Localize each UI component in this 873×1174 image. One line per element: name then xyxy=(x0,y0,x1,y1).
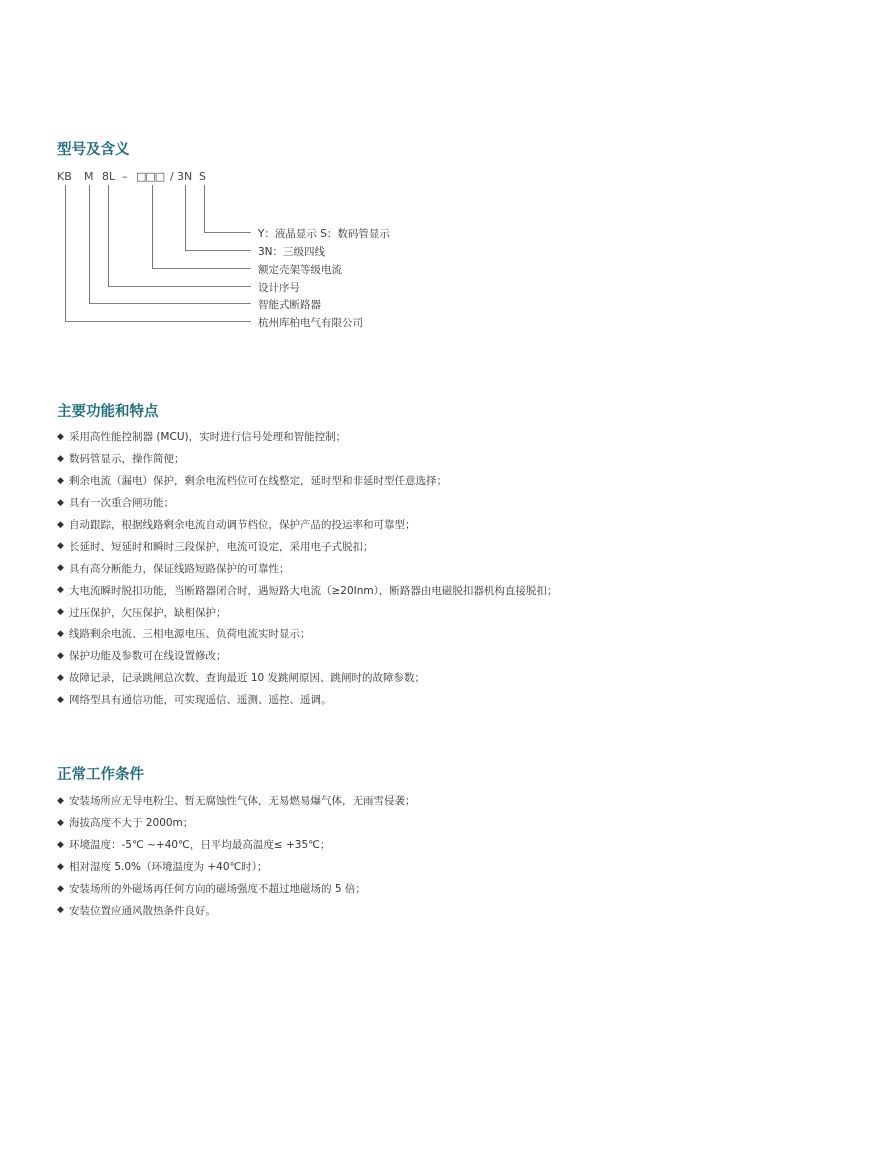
feature-list xyxy=(57,426,557,711)
diamond-bullet-icon: ◆ xyxy=(57,839,64,850)
list-item xyxy=(57,514,557,536)
code-m: M xyxy=(84,170,94,183)
list-item-text: 安装场所的外磁场再任何方向的磁场强度不超过地磁场的 5 倍； xyxy=(69,883,366,895)
leader-line-m xyxy=(90,185,252,304)
list-item-text: 环境温度：-5℃ ~+40℃，日平均最高温度≤ +35℃； xyxy=(69,839,331,852)
section-title-model: 型号及含义 xyxy=(57,142,130,158)
diamond-bullet-icon: ◆ xyxy=(57,563,64,574)
list-item xyxy=(57,448,557,470)
diamond-bullet-icon: ◆ xyxy=(57,817,64,828)
list-item xyxy=(57,856,416,878)
list-item-text: 长延时、短延时和瞬时三段保护，电流可设定，采用电子式脱扣； xyxy=(69,540,374,553)
leader-line-boxes xyxy=(153,185,252,269)
diamond-bullet-icon: ◆ xyxy=(57,453,64,464)
diamond-bullet-icon: ◆ xyxy=(57,650,64,661)
section-title-features: 主要功能和特点 xyxy=(57,404,159,420)
list-item xyxy=(57,834,416,856)
leader-line-kb xyxy=(66,185,252,322)
list-item-text: 相对湿度 5.0%（环境温度为 +40℃时）； xyxy=(69,861,268,874)
list-item xyxy=(57,601,557,623)
code-3n: 3N xyxy=(177,170,193,183)
list-item xyxy=(57,689,557,711)
list-item-text: 安装位置应通风散热条件良好。 xyxy=(69,904,216,917)
diamond-bullet-icon: ◆ xyxy=(57,883,64,894)
list-item-text: 大电流瞬时脱扣功能，当断路器闭合时，遇短路大电流（≥20Inm），断路器由电磁脱扣器机构直接脱扣； xyxy=(69,584,558,597)
list-item xyxy=(57,535,557,557)
list-item-text: 具有高分断能力，保证线路短路保护的可靠性； xyxy=(69,562,290,575)
list-item-text: 数码管显示，操作简便； xyxy=(69,453,185,466)
list-item-text: 网络型具有通信功能，可实现遥信、遥测、遥控、遥调。 xyxy=(69,694,332,707)
list-item-text: 安装场所应无导电粉尘、暂无腐蚀性气体，无易燃易爆气体，无雨雪侵袭； xyxy=(69,795,416,808)
code-kb: KB xyxy=(57,170,72,183)
diamond-bullet-icon: ◆ xyxy=(57,519,64,530)
legend-design-number: 设计序号 xyxy=(258,282,300,294)
diamond-bullet-icon: ◆ xyxy=(57,861,64,872)
list-item-text: 保护功能及参数可在线设置修改； xyxy=(69,650,227,663)
list-item-text: 故障记录，记录跳闸总次数、查询最近 10 发跳闸原因、跳闸时的故障参数； xyxy=(69,672,426,685)
list-item xyxy=(57,557,557,579)
leader-line-s xyxy=(205,185,252,233)
legend-breaker-type: 智能式断路器 xyxy=(258,299,321,311)
list-item xyxy=(57,790,416,812)
list-item xyxy=(57,492,557,514)
diamond-bullet-icon: ◆ xyxy=(57,475,64,486)
list-item xyxy=(57,899,416,921)
diamond-bullet-icon: ◆ xyxy=(57,672,64,683)
list-item-text: 自动跟踪，根据线路剩余电流自动调节档位，保护产品的投运率和可靠型； xyxy=(69,519,416,531)
code-s: S xyxy=(199,170,206,183)
list-item-text: 过压保护，欠压保护，缺相保护； xyxy=(69,606,227,619)
legend-frame-current: 额定壳架等级电流 xyxy=(258,264,342,276)
list-item xyxy=(57,812,416,834)
leader-line-8l xyxy=(109,185,252,287)
code-8l: 8L xyxy=(102,170,116,183)
diamond-bullet-icon: ◆ xyxy=(57,795,64,806)
list-item xyxy=(57,470,557,492)
model-leader-lines xyxy=(0,0,873,400)
diamond-bullet-icon: ◆ xyxy=(57,585,64,596)
code-slash: / xyxy=(170,170,174,183)
list-item-text: 采用高性能控制器 (MCU)，实时进行信号处理和智能控制； xyxy=(69,431,347,444)
list-item-text: 海拔高度不大于 2000m； xyxy=(69,817,194,830)
list-item xyxy=(57,623,557,645)
diamond-bullet-icon: ◆ xyxy=(57,497,64,508)
diamond-bullet-icon: ◆ xyxy=(57,607,64,618)
diamond-bullet-icon: ◆ xyxy=(57,431,64,442)
list-item-text: 具有一次重合闸功能； xyxy=(69,497,174,510)
diamond-bullet-icon: ◆ xyxy=(57,905,64,916)
list-item xyxy=(57,878,416,900)
code-dash: – xyxy=(122,170,128,183)
list-item xyxy=(57,645,557,667)
diamond-bullet-icon: ◆ xyxy=(57,694,64,705)
list-item xyxy=(57,426,557,448)
diamond-bullet-icon: ◆ xyxy=(57,541,64,552)
diamond-bullet-icon: ◆ xyxy=(57,628,64,639)
legend-manufacturer: 杭州库柏电气有限公司 xyxy=(258,317,363,329)
conditions-list xyxy=(57,790,416,921)
section-title-conditions: 正常工作条件 xyxy=(57,767,144,783)
legend-display-type: Y：液晶显示 S：数码管显示 xyxy=(258,228,390,240)
list-item xyxy=(57,579,557,601)
leader-line-3n xyxy=(186,185,252,251)
legend-poles: 3N：三级四线 xyxy=(258,246,326,258)
list-item-text: 线路剩余电流、三相电源电压、负荷电流实时显示； xyxy=(69,628,311,641)
code-boxes: □□□ xyxy=(136,170,165,183)
list-item-text: 剩余电流（漏电）保护，剩余电流档位可在线整定，延时型和非延时型任意选择； xyxy=(69,475,447,488)
list-item xyxy=(57,667,557,689)
